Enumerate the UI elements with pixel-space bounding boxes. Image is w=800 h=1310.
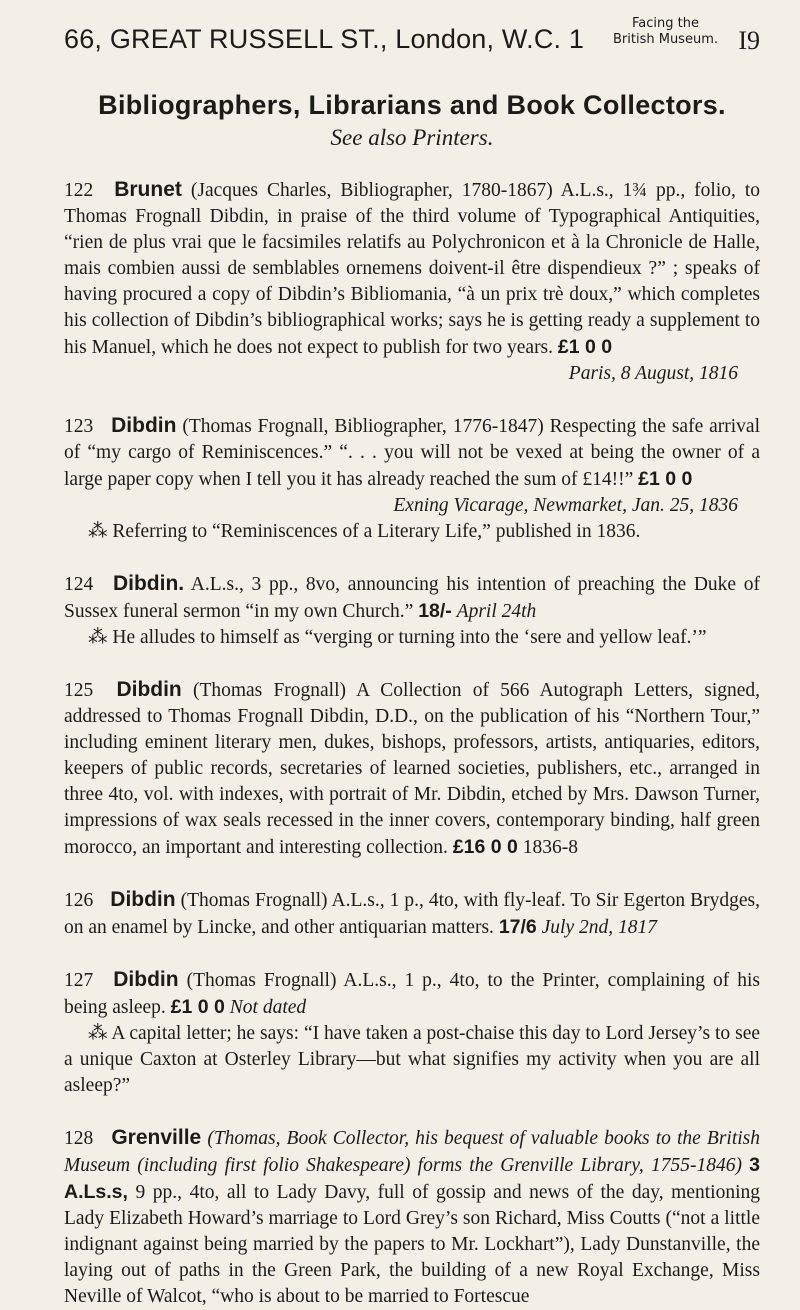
location-note: Facing the British Museum.	[613, 16, 718, 47]
entry-price: £1 0 0	[170, 996, 225, 1018]
catalogue-entry	[64, 967, 760, 1099]
entry-place-date: Paris, 8 August, 1816	[568, 363, 738, 384]
catalogue-entry	[64, 677, 760, 861]
entry-note: ⁂ A capital letter; he says: “I have taken a post-chaise this day to Lord Jersey’s to see a unique Caxton at Osterley Library—but what signifies my activity when you are all asleep?”	[64, 1023, 760, 1096]
lot-number: 125	[64, 680, 94, 701]
entry-place-date: Exning Vicarage, Newmarket, Jan. 25, 1836	[393, 495, 738, 516]
entry-date: Not dated	[229, 997, 307, 1018]
entry-note: ⁂ He alludes to himself as “verging or turning into the ‘sere and yellow leaf.’”	[88, 627, 707, 648]
entry-price: £1 0 0	[557, 336, 613, 358]
entry-description: A.L.s., 3 pp., 8vo, announcing his intention of preaching the Duke of Sussex funeral sermon “in my own Church.”	[64, 574, 761, 622]
entry-date: April 24th	[456, 601, 537, 622]
entry-description: (Thomas Frognall) A.L.s., 1 p., 4to, with fly-leaf. To Sir Egerton Brydges, on an enamel by Lincke, and other antiquarian matters.	[64, 890, 761, 938]
entry-description-continued: 9 pp., 4to, all to Lady Davy, full of gossip and news of the day, mentioning Lady Elizabeth Howard’s marriage to Lord Grey’s son Richard, Miss Coutts (“not a little indignant against being married by the papers to Mr. Lockhart”), Lady Dunstanville, the laying out of paths in the Green Park, the building of a new Royal Exchange, Miss Neville of Walcot, “who is about to be married to Fortescue	[64, 1182, 761, 1307]
entry-date: July 2nd, 1817	[541, 917, 657, 938]
entry-note: ⁂ Referring to “Reminiscences of a Literary Life,” published in 1836.	[88, 521, 641, 542]
entry-name: Dibdin	[110, 888, 176, 911]
entry-name: Grenville	[111, 1126, 202, 1149]
entry-price: 3 A.Ls.s,	[64, 1154, 760, 1203]
entry-price: 18/-	[418, 600, 452, 622]
entry-description: (Thomas, Book Collector, his bequest of valuable books to the British Museum (including first folio Shakespeare) forms the Grenville Library, 1755-1846)	[64, 1128, 760, 1176]
running-head	[64, 14, 760, 68]
catalogue-entry	[64, 571, 760, 651]
entry-date: 1836-8	[522, 837, 578, 858]
section-title: Bibliographers, Librarians and Book Collectors.	[98, 90, 726, 120]
entry-price: 17/6	[498, 916, 537, 938]
lot-number: 126	[64, 890, 94, 911]
lot-number: 128	[64, 1128, 94, 1149]
entry-description: (Thomas Frognall) A.L.s., 1 p., 4to, to the Printer, complaining of his being asleep.	[64, 970, 761, 1018]
entry-name: Dibdin	[111, 414, 177, 437]
entry-price: £1 0 0	[638, 468, 693, 490]
entry-name: Dibdin.	[112, 572, 185, 595]
catalogue-entry	[64, 887, 760, 941]
address-heading: 66, GREAT RUSSELL ST., London, W.C. 1	[64, 24, 585, 54]
entry-price: £16 0 0	[452, 836, 518, 858]
entry-name: Dibdin	[113, 968, 179, 991]
lot-number: 127	[64, 970, 94, 991]
lot-number: 124	[64, 574, 94, 595]
lot-number: 123	[64, 416, 94, 437]
section-subtitle: See also Printers.	[330, 125, 494, 150]
entry-name: Dibdin	[116, 678, 182, 701]
catalogue-entry	[64, 413, 760, 545]
catalogue-entry	[64, 177, 760, 387]
catalogue-entry	[64, 1125, 760, 1310]
entry-description: (Thomas Frognall) A Collection of 566 Autograph Letters, signed, addressed to Thomas Frognall Dibdin, D.D., on the publication of his “Northern Tour,” including eminent literary men, dukes, bishops, professors, artists, antiquaries, editors, keepers of public records, secretaries of learned societies, publishers, etc., arranged in three 4to, vol. with indexes, with portrait of Mr. Dibdin, etched by Mrs. Dawson Turner, impressions of wax seals recessed in the inner covers, contemporary binding, half green morocco, an important and interesting collection.	[64, 680, 761, 858]
entry-description: (Thomas Frognall, Bibliographer, 1776-1847) Respecting the safe arrival of “my cargo of Reminiscences.” “. . . you will not be vexed at being the owner of a large paper copy when I tell you it has already reached the sum of £14!!”	[64, 416, 760, 490]
entry-description: (Jacques Charles, Bibliographer, 1780-1867) A.L.s., 1¾ pp., folio, to Thomas Frognall Dibdin, in praise of the third volume of Typographical Antiquities, “rien de plus vrai que le facsimiles relatifs au Polychronicon et à la Chronicle de Halle, mais combien aussi de semblables ornemens doivent-il être dispendieux ?” ; speaks of having procured a copy of Dibdin’s Bibliomania, “à un prix trè doux,” which completes his collection of Dibdin’s bibliographical works; says he is getting ready a supplement to his Manuel, which he does not expect to publish for two years.	[64, 180, 761, 358]
lot-number: 122	[64, 180, 94, 201]
entry-name: Brunet	[114, 178, 182, 201]
page-number: I9	[738, 26, 760, 55]
